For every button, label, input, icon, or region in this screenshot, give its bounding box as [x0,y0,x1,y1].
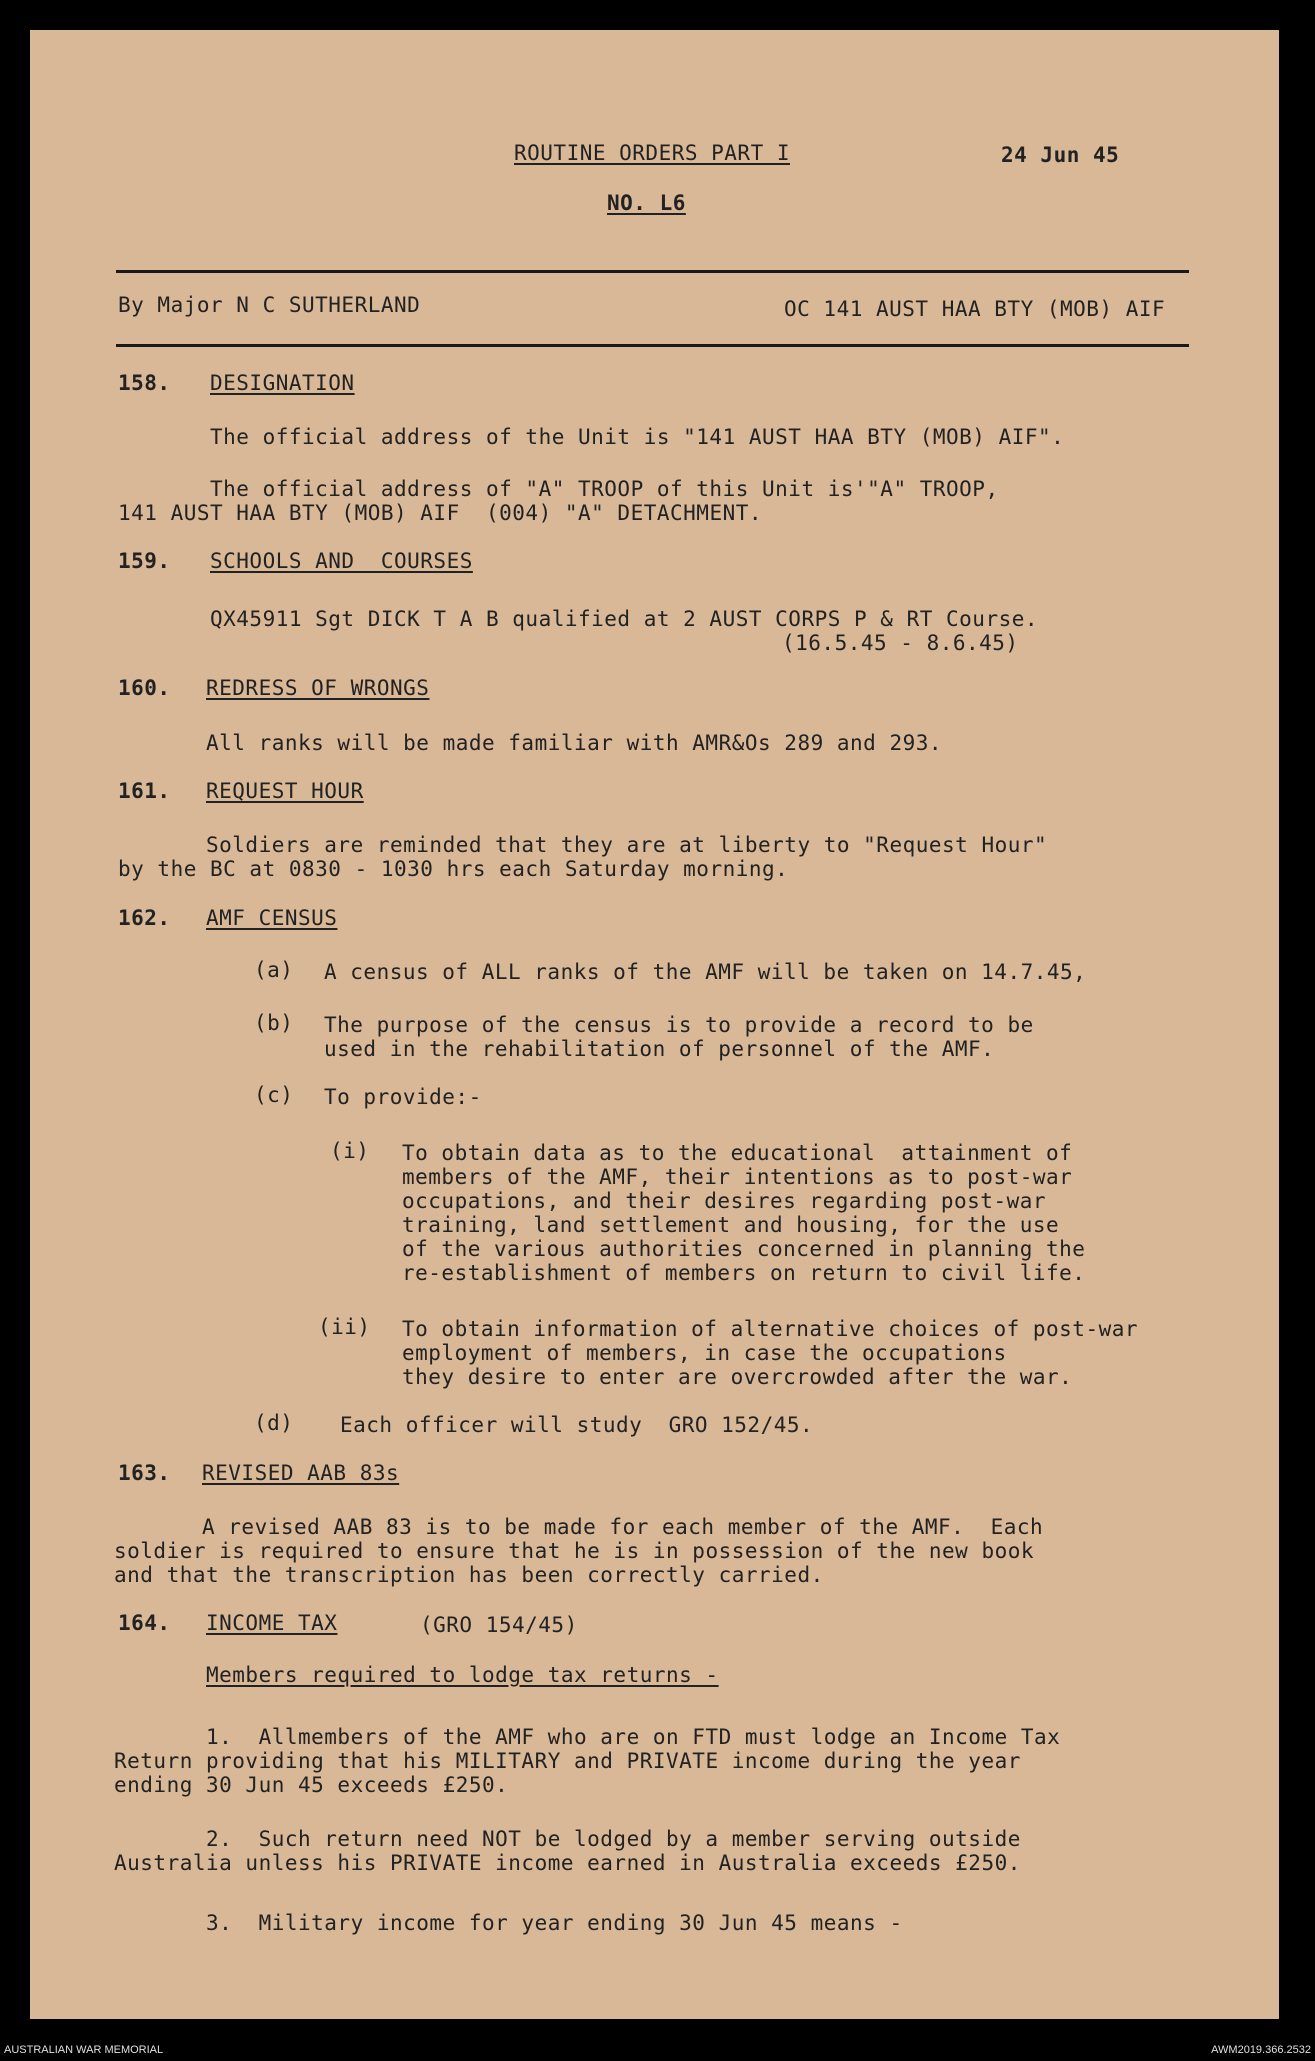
document-title: ROUTINE ORDERS PART I [514,141,791,165]
header-rule-top [116,270,1189,273]
issued-by: By Major N C SUTHERLAND [118,293,421,317]
section-number: 158. [118,371,171,395]
section-number: 164. [118,1611,171,1635]
sublist-item: training, land settlement and housing, for the use [402,1213,1060,1237]
sublist-item: To obtain information of alternative choices of post-war [402,1317,1139,1341]
sublist-label: (i) [330,1139,370,1163]
section-heading: INCOME TAX [206,1611,338,1635]
header-rule-bottom [116,344,1189,347]
footer-accession: AWM2019.366.2532 [1211,2044,1311,2056]
paragraph: and that the transcription has been correctly carried. [114,1563,824,1587]
list-label: (a) [254,958,294,982]
section-heading: AMF CENSUS [206,906,338,930]
list-item: To provide:- [324,1085,482,1109]
sublist-label: (ii) [318,1315,371,1339]
paragraph: The official address of the Unit is "141 AUST HAA BTY (MOB) AIF". [210,425,1065,449]
sublist-item: re-establishment of members on return to civil life. [402,1261,1086,1285]
list-item: Each officer will study GRO 152/45. [340,1413,814,1437]
list-item: used in the rehabilitation of personnel of the AMF. [324,1037,995,1061]
paragraph: 2. Such return need NOT be lodged by a member serving outside [206,1827,1021,1851]
sublist-item: they desire to enter are overcrowded after the war. [402,1365,1073,1389]
sublist-item: To obtain data as to the educational attainment of [402,1141,1073,1165]
list-label: (c) [254,1083,294,1107]
subheading: Members required to lodge tax returns - [206,1663,719,1687]
section-number: 160. [118,676,171,700]
order-number: NO. L6 [607,191,686,215]
section-heading: DESIGNATION [210,371,355,395]
paragraph: Australia unless his PRIVATE income earned in Australia exceeds £250. [114,1851,1021,1875]
paragraph: Return providing that his MILITARY and PRIVATE income during the year [114,1749,1021,1773]
section-number: 163. [118,1461,171,1485]
section-number: 159. [118,549,171,573]
paragraph: Soldiers are reminded that they are at liberty to "Request Hour" [206,833,1048,857]
paragraph: QX45911 Sgt DICK T A B qualified at 2 AUST CORPS P & RT Course. [210,607,1039,631]
section-number: 161. [118,779,171,803]
document-page [30,30,1279,2019]
sublist-item: members of the AMF, their intentions as to post-war [402,1165,1073,1189]
list-item: A census of ALL ranks of the AMF will be taken on 14.7.45, [324,960,1087,984]
paragraph: 3. Military income for year ending 30 Jun 45 means - [206,1911,903,1935]
list-label: (d) [254,1411,294,1435]
sublist-item: employment of members, in case the occupations [402,1341,1007,1365]
section-heading: REDRESS OF WRONGS [206,676,430,700]
section-heading: SCHOOLS AND COURSES [210,549,473,573]
paragraph: (16.5.45 - 8.6.45) [782,631,1019,655]
section-heading: REQUEST HOUR [206,779,364,803]
sublist-item: occupations, and their desires regarding post-war [402,1189,1047,1213]
paragraph: All ranks will be made familiar with AMR&Os 289 and 293. [206,731,943,755]
paragraph: 1. Allmembers of the AMF who are on FTD must lodge an Income Tax [206,1725,1061,1749]
section-number: 162. [118,906,171,930]
paragraph: A revised AAB 83 is to be made for each member of the AMF. Each [202,1515,1044,1539]
section-reference: (GRO 154/45) [420,1613,578,1637]
document-date: 24 Jun 45 [1001,143,1120,167]
paragraph: 141 AUST HAA BTY (MOB) AIF (004) "A" DETACHMENT. [118,501,763,525]
paragraph: by the BC at 0830 - 1030 hrs each Saturday morning. [118,857,789,881]
unit-name: OC 141 AUST HAA BTY (MOB) AIF [784,297,1166,321]
section-heading: REVISED AAB 83s [202,1461,400,1485]
list-item: The purpose of the census is to provide a record to be [324,1013,1034,1037]
list-label: (b) [254,1011,294,1035]
paragraph: The official address of "A" TROOP of this Unit is'"A" TROOP, [210,477,999,501]
sublist-item: of the various authorities concerned in planning the [402,1237,1086,1261]
paragraph: soldier is required to ensure that he is in possession of the new book [114,1539,1035,1563]
paragraph: ending 30 Jun 45 exceeds £250. [114,1773,509,1797]
footer-source: AUSTRALIAN WAR MEMORIAL [4,2044,164,2056]
